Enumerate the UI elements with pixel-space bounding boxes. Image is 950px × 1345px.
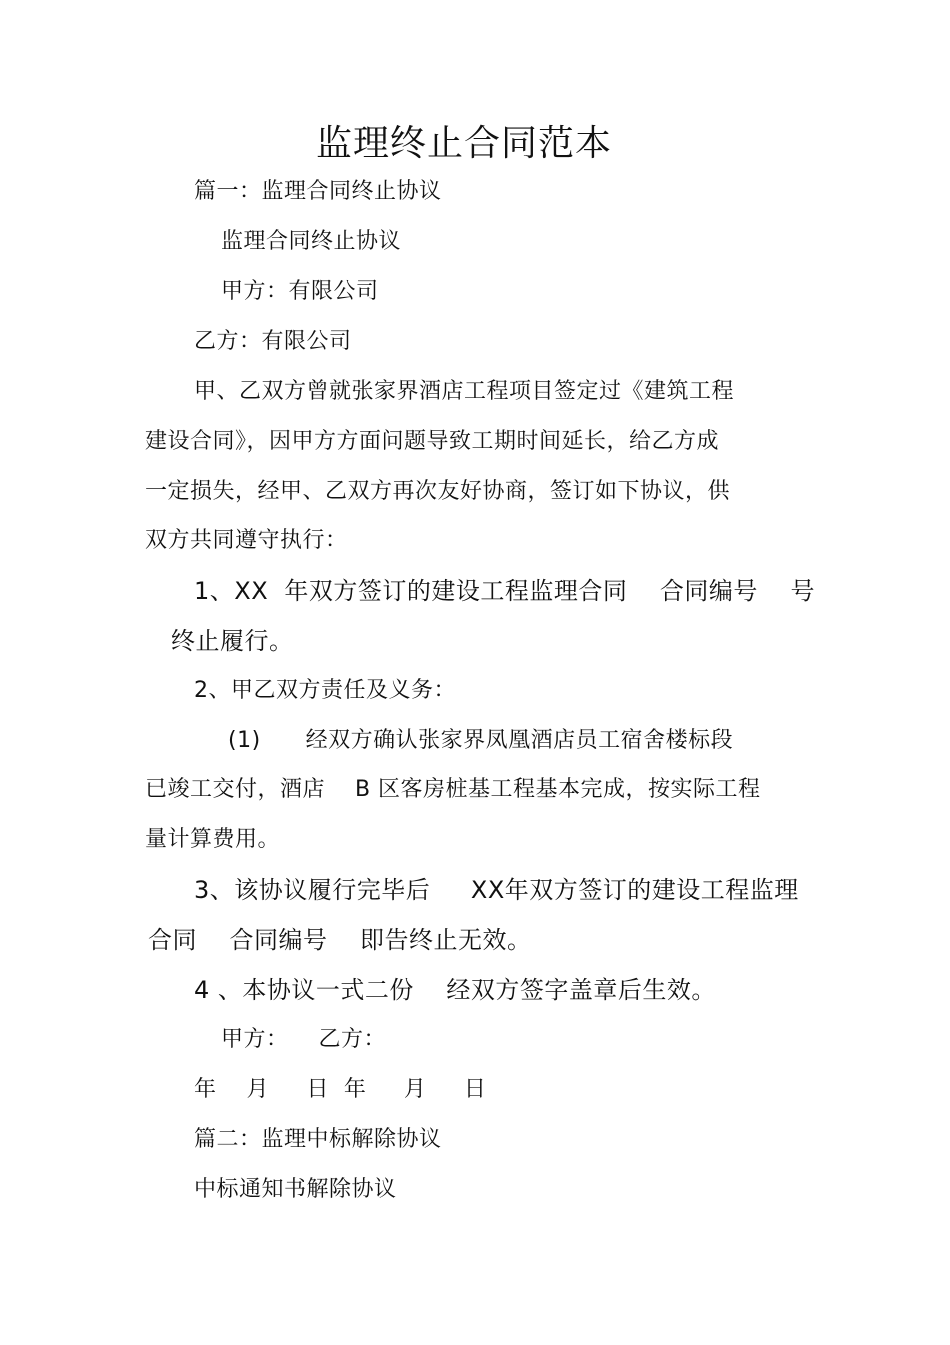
paragraph: 终止履行。 [171,627,294,655]
signature-parties: 甲方： 乙方： [221,1027,386,1052]
paragraph: 甲、乙双方曾就张家界酒店工程项目签定过《建筑工程 [194,379,735,404]
document-title: 监理终止合同范本 [315,123,612,164]
paragraph: 甲方：有限公司 [221,279,379,304]
paragraph: 建设合同》，因甲方方面问题导致工期时间延长，给乙方成 [145,429,720,454]
paragraph: 双方共同遵守执行： [145,528,348,553]
paragraph: 一定损失，经甲、乙双方再次友好协商，签订如下协议，供 [145,479,731,504]
section-heading: 篇一：监理合同终止协议 [194,179,442,204]
paragraph: 量计算费用。 [145,827,281,852]
paragraph: 4 、本协议一式二份 经双方签字盖章后生效。 [194,976,716,1004]
paragraph: 合同 合同编号 即告终止无效。 [148,926,532,954]
paragraph: 2、甲乙双方责任及义务： [194,678,456,703]
paragraph: 中标通知书解除协议 [194,1177,397,1202]
signature-dates: 年 月 日 年 月 日 [194,1077,487,1102]
paragraph: 已竣工交付，酒店 B 区客房桩基工程基本完成，按实际工程 [145,777,761,802]
paragraph: 监理合同终止协议 [221,229,402,254]
paragraph: 3、该协议履行完毕后 XX年双方签订的建设工程监理 [194,876,799,904]
section-heading: 篇二：监理中标解除协议 [194,1127,442,1152]
paragraph: 乙方：有限公司 [194,329,352,354]
paragraph: (1) 经双方确认张家界凤凰酒店员工宿舍楼标段 [228,728,734,753]
paragraph: 1、XX 年双方签订的建设工程监理合同 合同编号 号 [194,577,815,605]
